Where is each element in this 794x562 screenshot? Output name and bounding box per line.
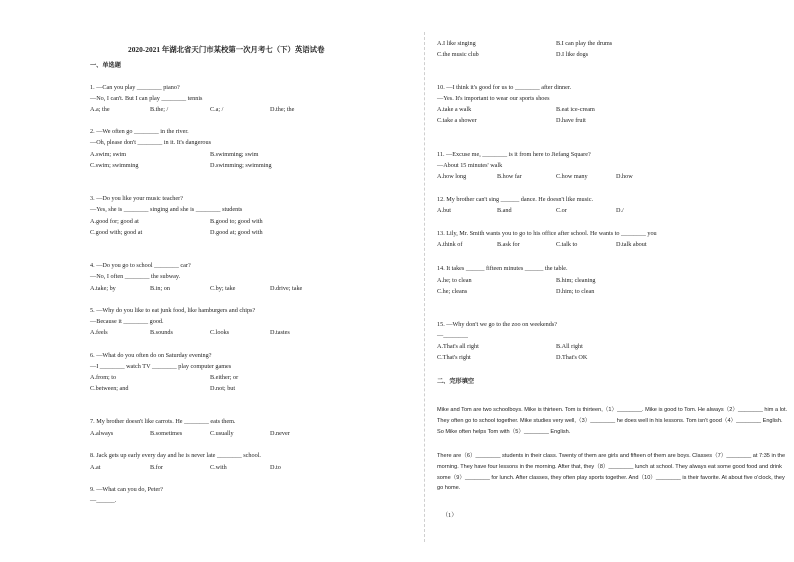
- question-13-stem: 13. Lily, Mr. Smith wants you to go to his office after school. He wants to ________ you: [437, 230, 657, 237]
- question-3-option-c[interactable]: C.good with; good at: [90, 229, 143, 236]
- question-13-option-c[interactable]: C.talk to: [556, 241, 578, 248]
- question-7-option-b[interactable]: B.sometimes: [150, 430, 183, 437]
- question-2-stem: 2. —We often go ________ in the river.: [90, 128, 189, 135]
- question-11-option-b[interactable]: B.how far: [497, 173, 522, 180]
- question-2-option-d[interactable]: D.swimming; swimming: [210, 162, 272, 169]
- section-heading-cloze: 二、完形填空: [437, 378, 475, 385]
- question-6-line2: —I ________ watch TV ________ play computer games: [90, 363, 232, 370]
- question-5-stem: 5. —Why do you like to eat junk food, like hamburgers and chips?: [90, 307, 256, 314]
- question-7-option-d[interactable]: D.never: [270, 430, 290, 437]
- question-14-option-a[interactable]: A.he; to clean: [437, 277, 472, 284]
- question-13-option-b[interactable]: B.ask for: [497, 241, 520, 248]
- question-15-option-c[interactable]: C.That's right: [437, 354, 471, 361]
- question-13-option-a[interactable]: A.think of: [437, 241, 463, 248]
- question-11-option-a[interactable]: A.how long: [437, 173, 467, 180]
- question-11-option-d[interactable]: D.how: [616, 173, 633, 180]
- question-14-stem: 14. It takes ______ fifteen minutes ______ the table.: [437, 265, 568, 272]
- question-1-option-c[interactable]: C.a; /: [210, 106, 224, 113]
- question-6-option-d[interactable]: D.not; but: [210, 385, 236, 392]
- question-15-option-d[interactable]: D.That's OK: [556, 354, 588, 361]
- question-2-option-a[interactable]: A.swim; swim: [90, 151, 127, 158]
- question-1-line2: —No, I can't. But I can play ________ tennis: [90, 95, 203, 102]
- question-3-option-b[interactable]: B.good to; good with: [210, 218, 263, 225]
- question-12-option-a[interactable]: A.but: [437, 207, 451, 214]
- question-15-line2: —________: [437, 332, 468, 339]
- question-4-option-d[interactable]: D.drive; take: [270, 285, 303, 292]
- question-10-option-c[interactable]: C.take a shower: [437, 117, 477, 124]
- question-8-option-a[interactable]: A.at: [90, 464, 101, 471]
- question-9-line2: —______.: [90, 497, 117, 504]
- question-10-option-d[interactable]: D.have fruit: [556, 117, 586, 124]
- question-2-option-c[interactable]: C.swim; swimming: [90, 162, 139, 169]
- question-11-line2: —About 15 minutes' walk: [437, 162, 503, 169]
- question-6-option-c[interactable]: C.between; and: [90, 385, 129, 392]
- question-2-line2: —Oh, please don't ________ in it. It's dangerous: [90, 139, 211, 146]
- question-12-stem: 12. My brother can't sing ______ dance. He doesn't like music.: [437, 196, 594, 203]
- question-10-stem: 10. —I think it's good for us to ________ after dinner.: [437, 84, 572, 91]
- question-7-option-c[interactable]: C.usually: [210, 430, 234, 437]
- question-8-stem: 8. Jack gets up early every day and he is never late ________ school.: [90, 452, 261, 459]
- question-6-option-b[interactable]: B.either; or: [210, 374, 239, 381]
- question-15-stem: 15. —Why don't we go to the zoo on weekends?: [437, 321, 558, 328]
- question-5-option-d[interactable]: D.tastes: [270, 329, 290, 336]
- question-1-option-d[interactable]: D.the; the: [270, 106, 295, 113]
- question-6-stem: 6. —What do you often do on Saturday evening?: [90, 352, 212, 359]
- question-5-line2: —Because it ________ good.: [90, 318, 164, 325]
- question-10-line2: —Yes. It's important to wear our sports shoes: [437, 95, 550, 102]
- question-14-option-b[interactable]: B.him; cleaning: [556, 277, 596, 284]
- question-9-option-d[interactable]: D.I like dogs: [556, 51, 589, 58]
- question-5-option-a[interactable]: A.feels: [90, 329, 108, 336]
- page-title: 2020-2021 年湖北省天门市某校第一次月考七（下）英语试卷: [128, 45, 325, 54]
- question-12-option-b[interactable]: B.and: [497, 207, 512, 214]
- cloze-passage-paragraph-1: Mike and Tom are two schoolboys. Mike is thirteen. Tom is thirteen,（1）________. Mike is good to Tom. He always（2）________ him a lot. They often go to school together. Mike studies very well,（3）________ he does well in his lessons. Tom isn't good（4）________ English. So Mike often helps Tom with（5）________ English.: [437, 407, 788, 435]
- question-9-option-a[interactable]: A.I like singing: [437, 40, 476, 47]
- question-3-option-a[interactable]: A.good for; good at: [90, 218, 139, 225]
- question-15-option-a[interactable]: A.That's all right: [437, 343, 479, 350]
- column-divider: [424, 32, 425, 542]
- question-4-option-a[interactable]: A.take; by: [90, 285, 116, 292]
- question-5-option-c[interactable]: C.looks: [210, 329, 230, 336]
- cloze-passage-paragraph-2: There are（6）________ students in their class. Twenty of them are girls and fifteen of them are boys. Classes（7）________ at 7:35 in the morning. They have four lessons in the morning. After that, they（8）________ lunch at school. They always eat some good food and drink some（9）________ for lunch. After classes, they often play sports together. And（10）________ is their favorite. At about five o'clock, they go home.: [437, 453, 786, 492]
- question-12-option-c[interactable]: C.or: [556, 207, 567, 214]
- question-2-option-b[interactable]: B.swimming; swim: [210, 151, 259, 158]
- question-8-option-c[interactable]: C.with: [210, 464, 227, 471]
- section-heading-single-choice: 一、单选题: [90, 62, 121, 69]
- question-4-option-b[interactable]: B.in; on: [150, 285, 170, 292]
- question-1-stem: 1. —Can you play ________ piano?: [90, 84, 180, 91]
- cloze-question-1-label: （1）: [442, 512, 458, 519]
- question-14-option-c[interactable]: C.he; cleans: [437, 288, 468, 295]
- question-11-stem: 11. —Excuse me, ________ is it from here to Jiefang Square?: [437, 151, 591, 158]
- question-7-stem: 7. My brother doesn't like carrots. He ________ eats them.: [90, 418, 236, 425]
- question-9-option-b[interactable]: B.I can play the drums: [556, 40, 613, 47]
- question-9-option-c[interactable]: C.the music club: [437, 51, 479, 58]
- question-14-option-d[interactable]: D.him; to clean: [556, 288, 595, 295]
- question-1-option-a[interactable]: A.a; the: [90, 106, 110, 113]
- question-3-line2: —Yes, she is ________ singing and she is ________ students: [90, 206, 243, 213]
- question-1-option-b[interactable]: B.the; /: [150, 106, 169, 113]
- question-10-option-a[interactable]: A.take a walk: [437, 106, 472, 113]
- question-3-option-d[interactable]: D.good at; good with: [210, 229, 263, 236]
- question-10-option-b[interactable]: B.eat ice-cream: [556, 106, 595, 113]
- question-8-option-b[interactable]: B.for: [150, 464, 163, 471]
- question-9-stem: 9. —What can you do, Peter?: [90, 486, 164, 493]
- question-13-option-d[interactable]: D.talk about: [616, 241, 647, 248]
- question-3-stem: 3. —Do you like your music teacher?: [90, 195, 183, 202]
- question-11-option-c[interactable]: C.how many: [556, 173, 588, 180]
- question-5-option-b[interactable]: B.sounds: [150, 329, 173, 336]
- question-8-option-d[interactable]: D.to: [270, 464, 281, 471]
- question-4-line2: —No, I often ________ the subway.: [90, 273, 181, 280]
- question-4-option-c[interactable]: C.by; take: [210, 285, 236, 292]
- question-7-option-a[interactable]: A.always: [90, 430, 114, 437]
- question-15-option-b[interactable]: B.All right: [556, 343, 583, 350]
- question-4-stem: 4. —Do you go to school ________ car?: [90, 262, 191, 269]
- question-6-option-a[interactable]: A.from; to: [90, 374, 117, 381]
- question-12-option-d[interactable]: D./: [616, 207, 624, 214]
